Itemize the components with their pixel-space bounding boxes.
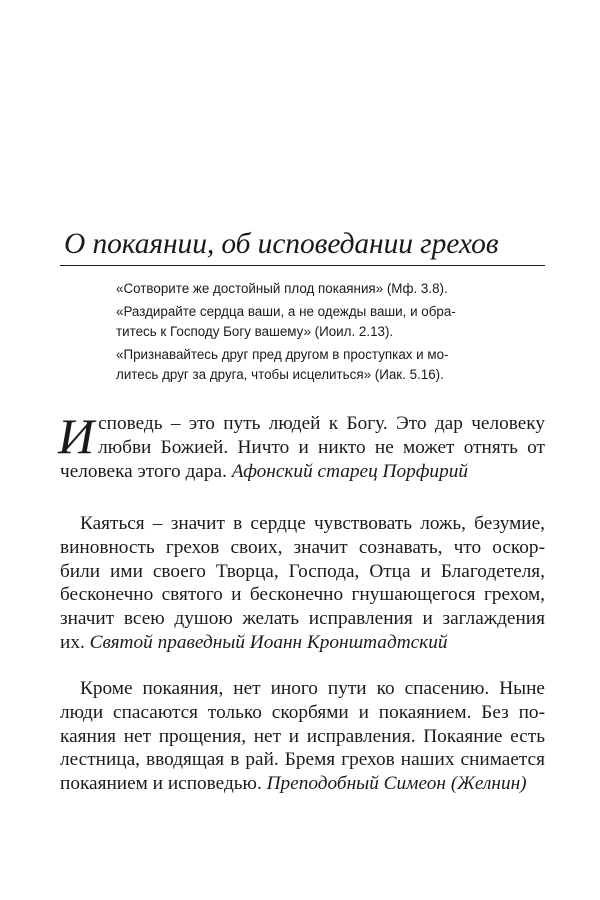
paragraph-line: Каяться – значит в сердце чувствовать ложь, безумие, <box>80 513 545 534</box>
paragraph-1 <box>58 408 545 483</box>
paragraph-line: Кроме покаяния, нет иного пути ко спасению. Ныне <box>80 678 545 699</box>
paragraph-2 <box>60 512 545 655</box>
quote-author: Святой праведный Иоанн Кронштадтский <box>89 631 448 653</box>
epigraph-3 <box>116 345 496 385</box>
quote-author: Афонский старец Порфирий <box>231 460 468 482</box>
paragraph-line: споведь – это путь людей к Богу. Это дар человеку <box>98 413 545 434</box>
paragraph-line: били ими своего Творца, Господа, Отца и Благодетеля, <box>60 560 545 582</box>
epigraph-line: «Признавайтесь друг пред другом в проступках и мо- <box>116 347 449 362</box>
epigraph-line: титесь к Господу Богу вашему» (Иоил. 2.13). <box>116 324 394 339</box>
chapter-title: О покаянии, об исповедании грехов <box>64 228 499 260</box>
paragraph-line: бесконечно святого и бесконечно гнушающегося грехом, <box>60 584 545 606</box>
epigraph-1 <box>116 279 496 299</box>
drop-cap: И <box>58 408 95 464</box>
epigraph-block <box>116 279 496 388</box>
title-underline <box>60 265 545 266</box>
paragraph-line <box>60 772 545 796</box>
epigraph-line: литесь друг за друга, чтобы исцелиться» (Иак. 5.16). <box>116 367 444 382</box>
quote-text: покаянием и исповедью. <box>60 773 262 795</box>
epigraph-line: «Раздирайте сердца ваши, а не одежды ваши, и обра- <box>116 304 456 319</box>
paragraph-line: значит всею душою желать исправления и заглаждения <box>60 608 545 630</box>
paragraph-line: каяния нет прощения, нет и исправления. Покаяние есть <box>60 725 545 747</box>
paragraph-line <box>60 631 545 655</box>
paragraph-line: любви Божией. Ничто и никто не может отнять от <box>98 436 545 458</box>
quote-text: их. <box>60 631 85 653</box>
epigraph-2 <box>116 302 496 342</box>
paragraph-line: люди спасаются только скорбями и покаянием. Без по- <box>60 701 545 723</box>
paragraph-line: лестница, вводящая в рай. Бремя грехов наших снимается <box>60 749 545 771</box>
quote-text: человека этого дара. <box>60 460 227 482</box>
quote-author: Преподобный Симеон (Желнин) <box>266 773 527 795</box>
paragraph-line <box>60 460 545 484</box>
epigraph-line: «Сотворите же достойный плод покаяния» (Мф. 3.8). <box>116 281 448 296</box>
paragraph-line: виновность грехов своих, значит сознавать, что оскор- <box>60 536 545 558</box>
paragraph-3 <box>60 677 545 796</box>
